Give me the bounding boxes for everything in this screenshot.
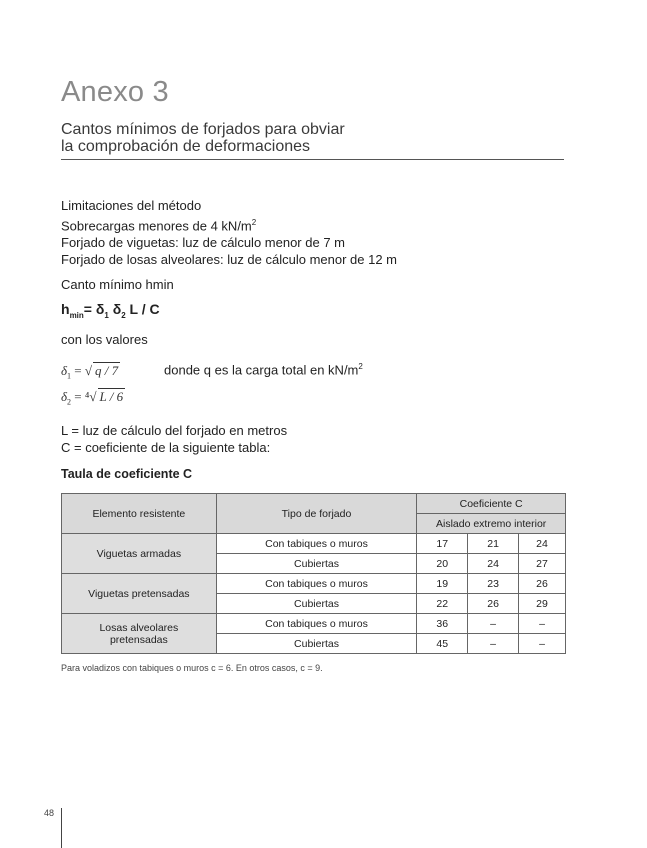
table-cell: Con tabiques o muros — [216, 614, 417, 634]
table-title: Taula de coeficiente C — [61, 467, 193, 481]
group-name-line-2: pretensadas — [109, 633, 168, 646]
table-cell: 19 — [417, 574, 468, 594]
table-cell: Con tabiques o muros — [216, 534, 417, 554]
page-number: 48 — [44, 808, 55, 818]
table-cell: 21 — [468, 534, 519, 554]
table-footnote: Para voladizos con tabiques o muros c = 6. En otros casos, c = 9. — [61, 663, 323, 673]
definitions-block — [61, 422, 287, 456]
table-cell: Con tabiques o muros — [216, 574, 417, 594]
page-title: Anexo 3 — [61, 76, 169, 108]
table-cell: 27 — [519, 554, 566, 574]
table-cell: 29 — [519, 594, 566, 614]
limitations-heading: Limitaciones del método — [61, 198, 202, 213]
table-cell: 26 — [519, 574, 566, 594]
subtitle-line-1: Cantos mínimos de forjados para obviar — [61, 121, 345, 138]
table-cell: – — [519, 614, 566, 634]
definition-L: L = luz de cálculo del forjado en metros — [61, 423, 288, 438]
table-cell: 17 — [417, 534, 468, 554]
table-cell: 22 — [417, 594, 468, 614]
table-cell: Cubiertas — [216, 554, 417, 574]
table-cell: 36 — [417, 614, 468, 634]
group-viguetas-pretensadas: Viguetas pretensadas — [62, 574, 217, 614]
donde-text: donde q es la carga total en $kN/m^2$ — [164, 362, 363, 378]
table-cell: Cubiertas — [216, 634, 417, 654]
hmin-formula: $h_{min}= \delta_1$ $\delta_2$ L / C — [61, 301, 160, 320]
table-header-row — [62, 494, 566, 514]
group-viguetas-armadas: Viguetas armadas — [62, 534, 217, 574]
table-cell: 45 — [417, 634, 468, 654]
table-row — [62, 574, 566, 594]
header-elemento: Elemento resistente — [62, 494, 217, 534]
title-divider — [61, 159, 564, 160]
group-losas-alveolares — [62, 614, 217, 654]
limitations-block — [61, 197, 397, 268]
table-cell: – — [519, 634, 566, 654]
table-cell: 24 — [519, 534, 566, 554]
table-cell: 24 — [468, 554, 519, 574]
table-cell: 20 — [417, 554, 468, 574]
table-cell: 23 — [468, 574, 519, 594]
header-subcolumns: Aislado extremo interior — [417, 514, 566, 534]
canto-label: Canto mínimo hmin — [61, 277, 174, 292]
subtitle-line-2: la comprobación de deformaciones — [61, 138, 311, 155]
header-coeficiente: Coeficiente C — [417, 494, 566, 514]
limitations-line-2: Forjado de viguetas: luz de cálculo menor de 7 m — [61, 235, 345, 251]
coefficient-table — [61, 493, 566, 654]
header-tipo: Tipo de forjado — [216, 494, 417, 534]
definition-C: C = coeficiente de la siguiente tabla: — [61, 440, 271, 455]
table-row — [62, 614, 566, 634]
valores-label: con los valores — [61, 332, 148, 347]
table-row — [62, 534, 566, 554]
page-subtitle — [61, 121, 581, 155]
table-cell: Cubiertas — [216, 594, 417, 614]
group-name-line-1: Losas alveolares — [99, 621, 179, 634]
delta1-formula: $\delta_1$ = √ q / 7 — [61, 363, 119, 381]
limitations-line-3: Forjado de losas alveolares: luz de cálculo menor de 12 m — [61, 252, 398, 268]
page-number-rule — [61, 808, 62, 848]
table-cell: 26 — [468, 594, 519, 614]
delta2-formula: $\delta_2 = ^4√$ L / 6 — [61, 389, 124, 407]
table-cell: – — [468, 614, 519, 634]
table-cell: – — [468, 634, 519, 654]
limitations-line-1: Sobrecargas menores de 4 $kN/m^2$ — [61, 218, 257, 234]
